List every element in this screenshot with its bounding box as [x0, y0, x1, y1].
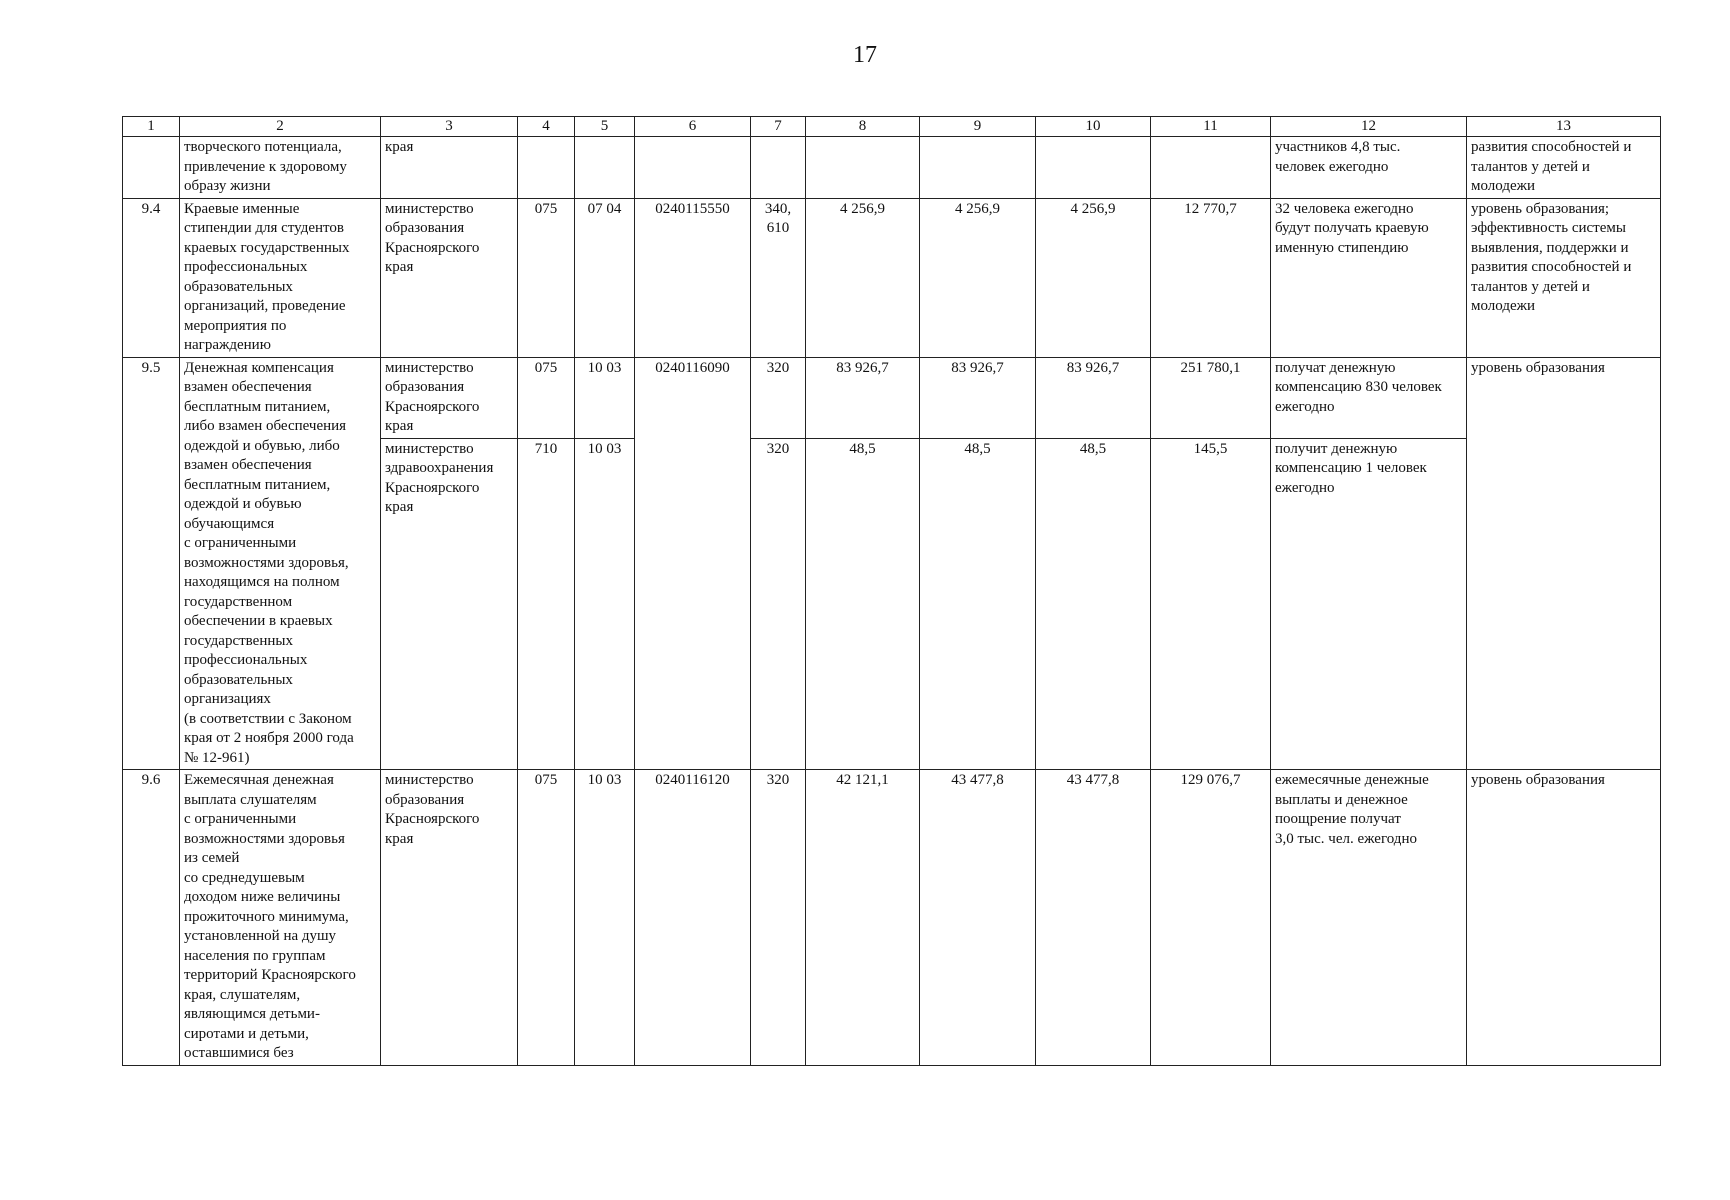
col-header-6: 6	[635, 117, 751, 137]
col-header-3: 3	[381, 117, 518, 137]
csr-code: 0240116090	[635, 357, 751, 770]
grbs-code: 075	[518, 357, 575, 438]
expected-result: получат денежную компенсацию 830 человек ежегодно	[1271, 357, 1467, 438]
cont-org: края	[381, 137, 518, 199]
amount-year-3: 48,5	[1036, 438, 1151, 770]
amount-year-3: 4 256,9	[1036, 198, 1151, 357]
expected-result: получит денежную компенсацию 1 человек ежегодно	[1271, 438, 1467, 770]
rzpr-code: 10 03	[575, 438, 635, 770]
col-header-1: 1	[123, 117, 180, 137]
indicator: уровень образования	[1467, 357, 1661, 770]
rzpr-code: 10 03	[575, 770, 635, 1066]
amount-year-1: 83 926,7	[806, 357, 920, 438]
expected-result: 32 человека ежегодно будут получать краевую именную стипендию	[1271, 198, 1467, 357]
amount-total: 251 780,1	[1151, 357, 1271, 438]
cont-activity-name: творческого потенциала, привлечение к здоровому образу жизни	[180, 137, 381, 199]
vr-code: 320	[751, 357, 806, 438]
amount-year-2: 48,5	[920, 438, 1036, 770]
col-header-13: 13	[1467, 117, 1661, 137]
row-number: 9.6	[123, 770, 180, 1066]
col-header-5: 5	[575, 117, 635, 137]
indicator: уровень образования; эффективность системы выявления, поддержки и развития способностей и талантов у детей и молодежи	[1467, 198, 1661, 357]
csr-code: 0240115550	[635, 198, 751, 357]
grbs-code: 075	[518, 198, 575, 357]
row-number: 9.4	[123, 198, 180, 357]
col-header-2: 2	[180, 117, 381, 137]
activity-name: Краевые именные стипендии для студентов краевых государственных профессиональных образовательных организаций, проведение мероприятия по награждению	[180, 198, 381, 357]
responsible-org: министерство образования Красноярского края	[381, 198, 518, 357]
page-number: 17	[853, 42, 877, 68]
table-row-9-4	[123, 198, 1661, 357]
cont-result: участников 4,8 тыс. человек ежегодно	[1271, 137, 1467, 199]
col-header-10: 10	[1036, 117, 1151, 137]
activity-name: Ежемесячная денежная выплата слушателям с ограниченными возможностями здоровья из семей со среднедушевым доходом ниже величины прожиточного минимума, установленной на душу населения по группам территорий Красноярского края, слушателям, являющимся детьми- сиротами и детьми, оставшимися без	[180, 770, 381, 1066]
grbs-code: 710	[518, 438, 575, 770]
amount-total: 129 076,7	[1151, 770, 1271, 1066]
responsible-org: министерство здравоохранения Красноярского края	[381, 438, 518, 770]
vr-code: 320	[751, 770, 806, 1066]
expected-result: ежемесячные денежные выплаты и денежное поощрение получат 3,0 тыс. чел. ежегодно	[1271, 770, 1467, 1066]
amount-year-2: 83 926,7	[920, 357, 1036, 438]
table-row-continuation	[123, 137, 1661, 199]
program-activities-table	[122, 116, 1661, 1066]
col-header-8: 8	[806, 117, 920, 137]
row-number: 9.5	[123, 357, 180, 770]
column-numbers-row	[123, 117, 1661, 137]
col-header-11: 11	[1151, 117, 1271, 137]
rzpr-code: 10 03	[575, 357, 635, 438]
vr-code: 320	[751, 438, 806, 770]
responsible-org: министерство образования Красноярского края	[381, 770, 518, 1066]
csr-code: 0240116120	[635, 770, 751, 1066]
amount-year-2: 43 477,8	[920, 770, 1036, 1066]
amount-year-1: 4 256,9	[806, 198, 920, 357]
cont-num-cell	[123, 137, 180, 199]
amount-year-1: 42 121,1	[806, 770, 920, 1066]
responsible-org: министерство образования Красноярского края	[381, 357, 518, 438]
amount-year-3: 43 477,8	[1036, 770, 1151, 1066]
amount-year-3: 83 926,7	[1036, 357, 1151, 438]
indicator: уровень образования	[1467, 770, 1661, 1066]
col-header-7: 7	[751, 117, 806, 137]
grbs-code: 075	[518, 770, 575, 1066]
amount-year-1: 48,5	[806, 438, 920, 770]
table-row-9-5	[123, 357, 1661, 438]
col-header-4: 4	[518, 117, 575, 137]
col-header-12: 12	[1271, 117, 1467, 137]
amount-year-2: 4 256,9	[920, 198, 1036, 357]
vr-code: 340, 610	[751, 198, 806, 357]
cont-indicator: развития способностей и талантов у детей и молодежи	[1467, 137, 1661, 199]
col-header-9: 9	[920, 117, 1036, 137]
amount-total: 145,5	[1151, 438, 1271, 770]
rzpr-code: 07 04	[575, 198, 635, 357]
activity-name: Денежная компенсация взамен обеспечения бесплатным питанием, либо взамен обеспечения одеждой и обувью, либо взамен обеспечения бесплатным питанием, одеждой и обувью обучающимся с ограниченными возможностями здоровья, находящимся на полном государственном обеспечении в краевых государственных профессиональных образовательных организациях (в соответствии с Законом края от 2 ноября 2000 года № 12-961)	[180, 357, 381, 770]
table-row-9-6	[123, 770, 1661, 1066]
amount-total: 12 770,7	[1151, 198, 1271, 357]
